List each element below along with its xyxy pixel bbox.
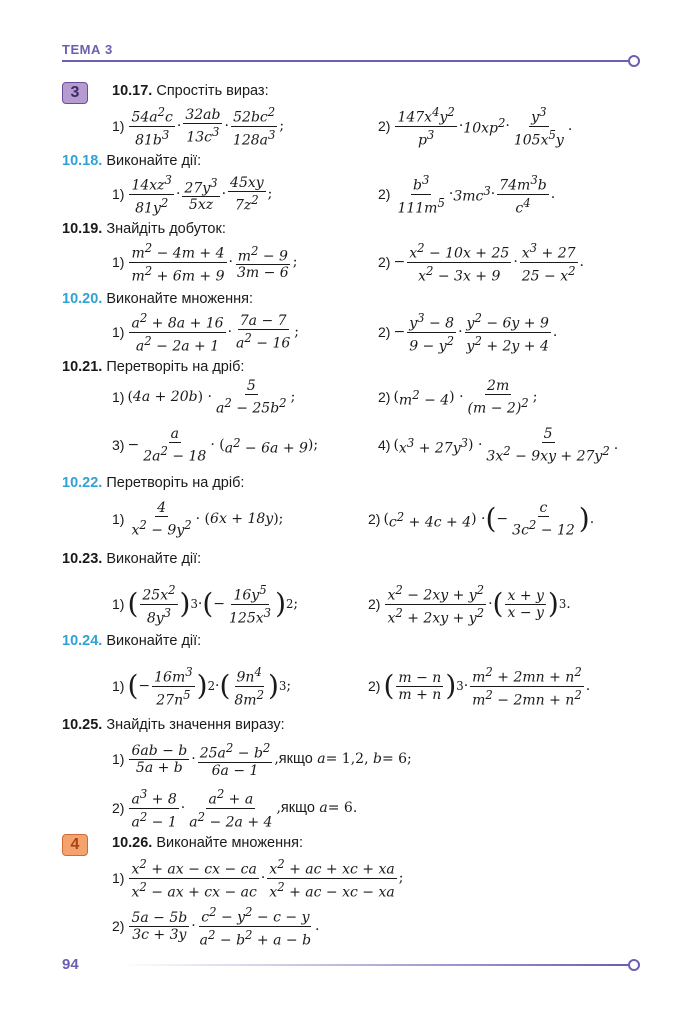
task-10-24-expr-1: 1) ( − $\frac{16m^3}{27n^5}$ ) 2 · ( $\frac{9n^4}{8m^2}$ ) 3 ;	[112, 665, 292, 709]
task-10-22-expr-1: 1) $\frac{4}{x^2 - 9y^2}$ · ( 6x + 18y );	[112, 500, 284, 539]
task-text: Виконайте дії:	[106, 551, 202, 567]
level-3-badge: 3	[62, 82, 88, 104]
footer-rule-end-icon	[628, 959, 640, 971]
task-10-18-expr-1: 1) $\frac{14xz^3}{81y^2}$ · $\frac{27y^3}{5xz}$ · $\frac{45xy}{7z^2}$ ;	[112, 173, 273, 217]
task-10-26-heading	[112, 834, 303, 852]
task-number: 10.19.	[62, 221, 103, 237]
task-10-18-heading	[62, 152, 201, 170]
task-10-21-heading	[62, 358, 244, 376]
task-10-19-expr-2: 2) − $\frac{x^2 - 10x + 25}{x^2 - 3x + 9}$ · $\frac{x^3 + 27}{25 - x^2}$ .	[378, 241, 584, 285]
footer-rule	[120, 964, 630, 966]
task-10-20-expr-2: 2) − $\frac{y^3 - 8}{9 - y^2}$ · $\frac{y^2 - 6y + 9}{y^2 + 2y + 4}$ .	[378, 311, 558, 355]
task-10-26-expr-1: 1) $\frac{x^2 + ax - cx - ca}{x^2 - ax + cx - ac}$ · $\frac{x^2 + ac + xc + xa}{x^2 + ac - xc - xa}$ ;	[112, 857, 404, 901]
task-10-25-expr-2: 2) $\frac{a^3 + 8}{a^2 - 1}$ · $\frac{a^2 + a}{a^2 - 2a + 4}$ , якщо a = 6.	[112, 787, 358, 831]
task-10-19-expr-1: 1) $\frac{m^2 - 4m + 4}{m^2 + 6m + 9}$ · $\frac{m^2 - 9}{3m - 6}$ ;	[112, 241, 298, 285]
task-10-23-expr-1: 1) ( $\frac{25x^2}{8y^3}$ ) 3 · ( − $\frac{16y^5}{125x^3}$ ) 2 ;	[112, 583, 299, 627]
task-10-23-heading	[62, 550, 201, 568]
task-10-26-expr-2: 2) $\frac{5a - 5b}{3c + 3y}$ · $\frac{c^2 - y^2 - c - y}{a^2 - b^2 + a - b}$ .	[112, 905, 320, 949]
header-rule	[62, 60, 630, 62]
task-10-21-expr-1: 1) ( 4a + 20b ) · $\frac{5}{a^2 - 25b^2}$ ;	[112, 378, 296, 417]
task-number: 10.21.	[62, 359, 103, 375]
task-10-22-heading	[62, 474, 244, 492]
topic-label: ТЕМА 3	[62, 42, 113, 57]
task-10-20-heading	[62, 290, 253, 308]
level-4-badge: 4	[62, 834, 88, 856]
task-10-24-heading	[62, 632, 201, 650]
task-text: Виконайте множення:	[156, 835, 303, 851]
task-number: 10.25.	[62, 717, 103, 733]
task-10-21-expr-4: 4) ( $x^3 + 27y^3$ ) · $\frac{5}{3x^2 - 9xy + 27y^2}$ .	[378, 426, 619, 465]
task-number: 10.20.	[62, 291, 103, 307]
task-number: 10.18.	[62, 153, 103, 169]
task-text: Перетворіть на дріб:	[106, 475, 245, 491]
page-number: 94	[62, 956, 79, 973]
task-number: 10.23.	[62, 551, 103, 567]
task-10-25-heading	[62, 716, 285, 734]
task-10-17-heading	[112, 82, 269, 100]
header-rule-end-icon	[628, 55, 640, 67]
task-text: Знайдіть значення виразу:	[106, 717, 285, 733]
task-10-19-heading	[62, 220, 226, 238]
task-number: 10.24.	[62, 633, 103, 649]
task-number: 10.26.	[112, 835, 153, 851]
task-10-21-expr-3: 3) − $\frac{a}{2a^2 - 18}$ · ( $a^2 - 6a + 9$ );	[112, 426, 319, 465]
task-text: Перетворіть на дріб:	[106, 359, 245, 375]
task-text: Виконайте дії:	[106, 633, 202, 649]
task-text: Виконайте множення:	[106, 291, 253, 307]
task-10-18-expr-2: 2) $\frac{b^3}{111m^5}$ · $3mc^3$ · $\frac{74m^3b}{c^4}$ .	[378, 173, 556, 217]
task-10-17-expr-2: 2) $\frac{147x^4y^2}{p^3}$ · $10xp^2$ · $\frac{y^3}{105x^5y}$ .	[378, 105, 573, 149]
task-number: 10.17.	[112, 83, 153, 99]
task-10-23-expr-2: 2) $\frac{x^2 - 2xy + y^2}{x^2 + 2xy + y^2}$ · ( $\frac{x + y}{x - y}$ ) 3 .	[368, 583, 571, 627]
task-text: Спростіть вираз:	[156, 83, 269, 99]
task-10-17-expr-1: 1) $\frac{54a^2c}{81b^3}$ · $\frac{32ab}{13c^3}$ · $\frac{52bc^2}{128a^3}$ ;	[112, 105, 285, 149]
task-10-20-expr-1: 1) $\frac{a^2 + 8a + 16}{a^2 - 2a + 1}$ · $\frac{7a - 7}{a^2 - 16}$ ;	[112, 311, 299, 355]
task-number: 10.22.	[62, 475, 103, 491]
task-text: Знайдіть добуток:	[106, 221, 226, 237]
task-text: Виконайте дії:	[106, 153, 202, 169]
task-10-21-expr-2: 2) ( $m^2 - 4$ ) · $\frac{2m}{(m - 2)^2}$ ;	[378, 378, 538, 417]
task-10-25-expr-1: 1) $\frac{6ab - b}{5a + b}$ · $\frac{25a^2 - b^2}{6a - 1}$ , якщо a = 1,2, b = 6;	[112, 741, 412, 779]
task-10-24-expr-2: 2) ( $\frac{m - n}{m + n}$ ) 3 · $\frac{m^2 + 2mn + n^2}{m^2 - 2mn + n^2}$ .	[368, 665, 591, 709]
task-10-22-expr-2: 2) ( $c^2 + 4c + 4$ ) · ( − $\frac{c}{3c^2 - 12}$ ) .	[368, 500, 595, 539]
